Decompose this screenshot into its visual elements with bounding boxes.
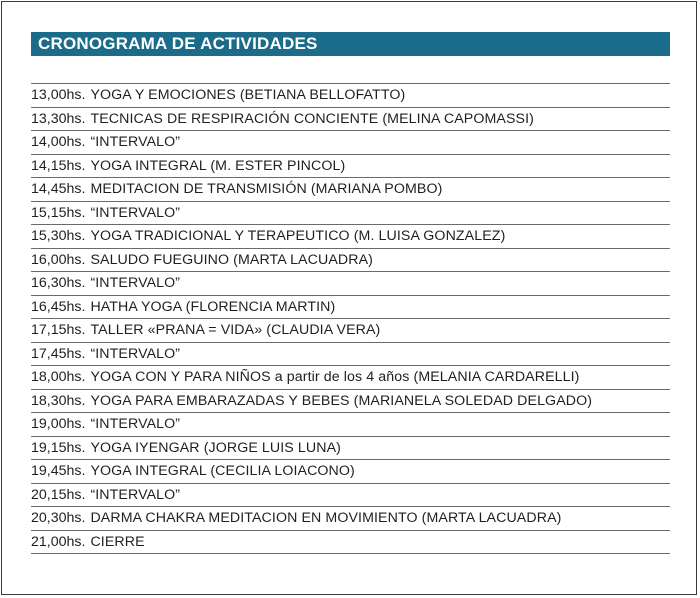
schedule-row — [31, 390, 670, 414]
schedule-time: 20,30hs. — [31, 510, 86, 527]
schedule-row — [31, 484, 670, 508]
schedule-time: 17,15hs. — [31, 322, 86, 339]
schedule-time: 17,45hs. — [31, 345, 86, 362]
schedule-time: 21,00hs. — [31, 533, 86, 550]
schedule-activity: “INTERVALO” — [90, 486, 181, 503]
schedule-row — [31, 272, 670, 296]
schedule-activity: HATHA YOGA (FLORENCIA MARTIN) — [90, 298, 336, 315]
schedule-row — [31, 460, 670, 484]
schedule-row — [31, 108, 670, 132]
schedule-row — [31, 319, 670, 343]
schedule-row — [31, 202, 670, 226]
schedule-activity: “INTERVALO” — [90, 416, 181, 433]
schedule-activity: TALLER «PRANA = VIDA» (CLAUDIA VERA) — [90, 322, 381, 339]
header-bar — [31, 32, 670, 56]
schedule-row — [31, 155, 670, 179]
schedule-activity: MEDITACION DE TRANSMISIÓN (MARIANA POMBO) — [90, 181, 443, 198]
schedule-row — [31, 343, 670, 367]
schedule-time: 14,45hs. — [31, 181, 86, 198]
schedule-activity: YOGA INTEGRAL (M. ESTER PINCOL) — [90, 157, 346, 174]
schedule-activity: “INTERVALO” — [90, 134, 181, 151]
schedule-row — [31, 225, 670, 249]
schedule-row — [31, 531, 670, 555]
schedule-time: 16,45hs. — [31, 298, 86, 315]
schedule-row — [31, 437, 670, 461]
schedule-activity: DARMA CHAKRA MEDITACION EN MOVIMIENTO (MARTA LACUADRA) — [90, 510, 562, 527]
schedule-activity: YOGA PARA EMBARAZADAS Y BEBES (MARIANELA SOLEDAD DELGADO) — [90, 392, 593, 409]
schedule-row — [31, 131, 670, 155]
schedule-time: 16,30hs. — [31, 275, 86, 292]
schedule-row — [31, 249, 670, 273]
schedule-time: 18,30hs. — [31, 392, 86, 409]
schedule-activity: YOGA INTEGRAL (CECILIA LOIACONO) — [90, 463, 355, 480]
schedule-row — [31, 413, 670, 437]
schedule-row — [31, 84, 670, 108]
page-title: CRONOGRAMA DE ACTIVIDADES — [38, 34, 318, 53]
schedule-time: 13,00hs. — [31, 87, 86, 104]
schedule-row — [31, 507, 670, 531]
schedule-activity: YOGA IYENGAR (JORGE LUIS LUNA) — [90, 439, 341, 456]
schedule-time: 16,00hs. — [31, 251, 86, 268]
schedule-activity: YOGA TRADICIONAL Y TERAPEUTICO (M. LUISA GONZALEZ) — [90, 228, 506, 245]
schedule-time: 18,00hs. — [31, 369, 86, 386]
schedule-time: 19,00hs. — [31, 416, 86, 433]
schedule-row — [31, 178, 670, 202]
schedule-time: 13,30hs. — [31, 110, 86, 127]
schedule-time: 15,30hs. — [31, 228, 86, 245]
schedule-time: 14,15hs. — [31, 157, 86, 174]
schedule-activity: “INTERVALO” — [90, 204, 181, 221]
schedule-time: 20,15hs. — [31, 486, 86, 503]
schedule-row — [31, 296, 670, 320]
schedule-time: 15,15hs. — [31, 204, 86, 221]
schedule-activity: “INTERVALO” — [90, 275, 181, 292]
schedule-activity: TECNICAS DE RESPIRACIÓN CONCIENTE (MELINA CAPOMASSI) — [90, 110, 534, 127]
schedule-activity: SALUDO FUEGUINO (MARTA LACUADRA) — [90, 251, 373, 268]
schedule-activity: “INTERVALO” — [90, 345, 181, 362]
schedule-activity: YOGA CON Y PARA NIÑOS a partir de los 4 años (MELANIA CARDARELLI) — [90, 369, 580, 386]
schedule-time: 19,15hs. — [31, 439, 86, 456]
schedule-activity: YOGA Y EMOCIONES (BETIANA BELLOFATTO) — [90, 87, 406, 104]
schedule-row — [31, 366, 670, 390]
schedule-time: 19,45hs. — [31, 463, 86, 480]
schedule-time: 14,00hs. — [31, 134, 86, 151]
schedule-list — [31, 83, 670, 554]
schedule-activity: CIERRE — [90, 533, 145, 550]
